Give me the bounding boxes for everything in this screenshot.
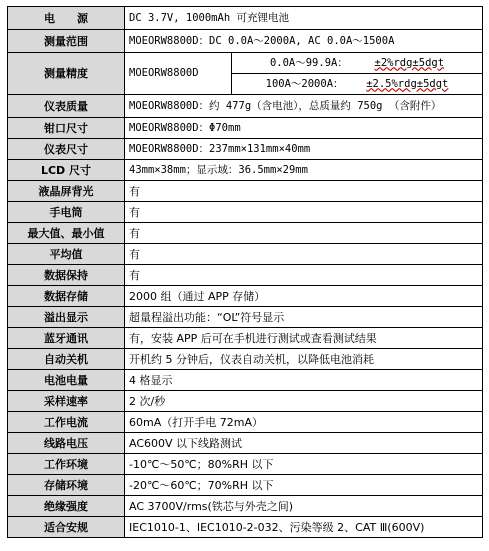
- spec-row-store-env: [8, 475, 483, 496]
- spec-value: 有: [125, 244, 483, 265]
- spec-label: 采样速率: [8, 391, 125, 412]
- spec-label: 自动关机: [8, 349, 125, 370]
- spec-value: 开机约 5 分钟后，仪表自动关机，以降低电池消耗: [125, 349, 483, 370]
- spec-model: MOEORW8800D: [125, 53, 232, 95]
- spec-value: MOEORW8800D：Φ70mm: [125, 118, 483, 139]
- spec-row-insulation: [8, 496, 483, 517]
- spec-label: 平均值: [8, 244, 125, 265]
- spec-value: 4 格显示: [125, 370, 483, 391]
- spec-value: MOEORW8800D：约 477g（含电池），总质量约 750g （含附件）: [125, 95, 483, 118]
- spec-value: 2000 组（通过 APP 存储）: [125, 286, 483, 307]
- spec-row-voltage: [8, 433, 483, 454]
- accuracy-value: ±2%rdg±5dgt: [374, 56, 445, 69]
- spec-value: AC 3700V/rms(铁芯与外壳之间): [125, 496, 483, 517]
- spec-value: DC 3.7V, 1000mAh 可充锂电池: [125, 7, 483, 30]
- accuracy-range: 100A～2000A：: [265, 77, 344, 90]
- spec-label: 线路电压: [8, 433, 125, 454]
- spec-row-backlight: [8, 181, 483, 202]
- spec-value: 43mm×38mm；显示域：36.5mm×29mm: [125, 160, 483, 181]
- spec-label: 溢出显示: [8, 307, 125, 328]
- spec-value: 有: [125, 223, 483, 244]
- spec-label: 电 源: [8, 7, 125, 30]
- spec-value: IEC1010-1、IEC1010-2-032、污染等级 2、CAT Ⅲ(600V): [125, 517, 483, 538]
- spec-label: 适合安规: [8, 517, 125, 538]
- spec-row-sampling: [8, 391, 483, 412]
- spec-row-overflow: [8, 307, 483, 328]
- spec-label: 仪表质量: [8, 95, 125, 118]
- spec-label: 测量范围: [8, 30, 125, 53]
- spec-value: 有: [125, 181, 483, 202]
- spec-value: -20℃～60℃；70%RH 以下: [125, 475, 483, 496]
- spec-value: MOEORW8800D：237mm×131mm×40mm: [125, 139, 483, 160]
- spec-label: 最大值、最小值: [8, 223, 125, 244]
- spec-row-work-env: [8, 454, 483, 475]
- spec-label: 电池电量: [8, 370, 125, 391]
- accuracy-value: ±2.5%rdg±5dgt: [366, 77, 449, 90]
- spec-value: AC600V 以下线路测试: [125, 433, 483, 454]
- spec-row-maxmin: [8, 223, 483, 244]
- spec-row-jaw: [8, 118, 483, 139]
- spec-label: 工作电流: [8, 412, 125, 433]
- spec-row-autooff: [8, 349, 483, 370]
- spec-row-current: [8, 412, 483, 433]
- spec-label: 蓝牙通讯: [8, 328, 125, 349]
- spec-label: 液晶屏背光: [8, 181, 125, 202]
- spec-label: 钳口尺寸: [8, 118, 125, 139]
- spec-value: 2 次/秒: [125, 391, 483, 412]
- spec-label: 数据保持: [8, 265, 125, 286]
- spec-label: 测量精度: [8, 53, 125, 95]
- spec-value: MOEORW8800D：DC 0.0A～2000A, AC 0.0A～1500A: [125, 30, 483, 53]
- spec-row-battery: [8, 370, 483, 391]
- spec-value: 有: [125, 202, 483, 223]
- accuracy-sub-2: [232, 74, 483, 95]
- spec-value: 60mA（打开手电 72mA）: [125, 412, 483, 433]
- spec-row-storage: [8, 286, 483, 307]
- spec-row-hold: [8, 265, 483, 286]
- spec-label: 绝缘强度: [8, 496, 125, 517]
- spec-row-accuracy: [8, 53, 483, 74]
- spec-row-flashlight: [8, 202, 483, 223]
- spec-value: 有，安装 APP 后可在手机进行测试或查看测试结果: [125, 328, 483, 349]
- spec-label: 数据存储: [8, 286, 125, 307]
- spec-row-bluetooth: [8, 328, 483, 349]
- spec-row-size: [8, 139, 483, 160]
- spec-label: LCD 尺寸: [8, 160, 125, 181]
- spec-value: 有: [125, 265, 483, 286]
- spec-label: 存储环境: [8, 475, 125, 496]
- accuracy-sub-1: [232, 53, 483, 74]
- spec-row-lcd: [8, 160, 483, 181]
- spec-label: 仪表尺寸: [8, 139, 125, 160]
- accuracy-range: 0.0A～99.9A：: [269, 56, 348, 69]
- spec-row-average: [8, 244, 483, 265]
- spec-row-weight: [8, 95, 483, 118]
- spec-value: -10℃～50℃；80%RH 以下: [125, 454, 483, 475]
- spec-label: 手电筒: [8, 202, 125, 223]
- spec-row-power: [8, 7, 483, 30]
- spec-table: [7, 6, 483, 538]
- spec-row-safety: [8, 517, 483, 538]
- spec-value: 超量程溢出功能：“OL”符号显示: [125, 307, 483, 328]
- spec-row-range: [8, 30, 483, 53]
- spec-label: 工作环境: [8, 454, 125, 475]
